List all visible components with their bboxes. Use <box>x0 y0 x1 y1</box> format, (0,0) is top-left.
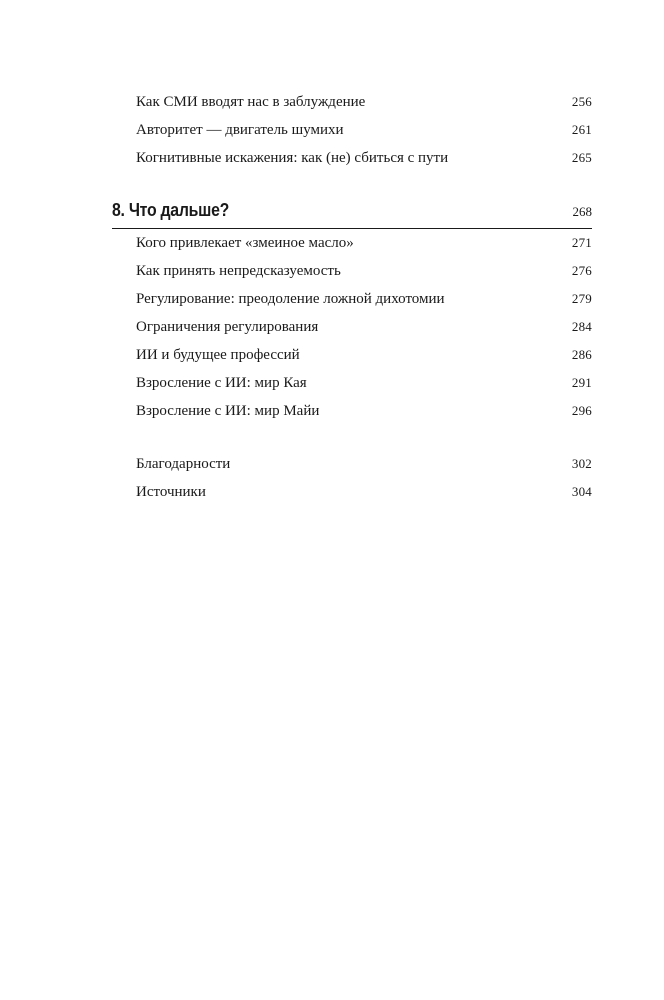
toc-entry[interactable] <box>136 147 592 169</box>
toc-entry-page: 256 <box>571 94 592 109</box>
chapter-page: 268 <box>572 204 592 219</box>
toc-entry-page: 302 <box>571 456 592 471</box>
toc-entry-page: 271 <box>571 235 592 250</box>
toc-entry-title: Авторитет — двигатель шумихи <box>136 122 344 138</box>
toc-entry-page: 296 <box>571 403 592 418</box>
toc-entry[interactable] <box>136 119 592 141</box>
toc-entry[interactable] <box>136 344 592 366</box>
toc-entry-page: 284 <box>571 319 592 334</box>
toc-entry[interactable] <box>136 481 592 503</box>
toc-entry-title: Взросление с ИИ: мир Кая <box>136 375 307 391</box>
toc-entry-page: 279 <box>571 291 592 306</box>
toc-entry-page: 276 <box>571 263 592 278</box>
toc-entry-title: ИИ и будущее профессий <box>136 347 300 363</box>
toc-entry[interactable] <box>136 372 592 394</box>
toc-entry-page: 286 <box>571 347 592 362</box>
toc-entry-title: Кого привлекает «змеиное масло» <box>136 235 354 251</box>
toc-entry[interactable] <box>136 316 592 338</box>
toc-entry-title: Когнитивные искажения: как (не) сбиться с пути <box>136 150 449 166</box>
toc-entry-page: 304 <box>571 484 592 499</box>
toc-entry-page: 261 <box>571 122 592 137</box>
toc-entry-title: Регулирование: преодоление ложной дихотомии <box>136 291 445 307</box>
toc-entry-title: Источники <box>136 484 206 500</box>
chapter-divider <box>112 228 592 229</box>
toc-entry-page: 265 <box>571 150 592 165</box>
toc-entry[interactable] <box>136 400 592 422</box>
toc-entry-page: 291 <box>571 375 592 390</box>
chapter-title: 8. Что дальше? <box>112 200 230 220</box>
toc-entry[interactable] <box>136 232 592 254</box>
toc-entry-title: Ограничения регулирования <box>136 319 319 335</box>
toc-entry[interactable] <box>136 288 592 310</box>
toc-entry-title: Как принять непредсказуемость <box>136 263 341 279</box>
chapter-heading[interactable] <box>112 200 592 228</box>
toc-entry-title: Взросление с ИИ: мир Майи <box>136 403 320 419</box>
toc-entry-title: Как СМИ вводят нас в заблуждение <box>136 94 366 110</box>
toc-entry[interactable] <box>136 91 592 113</box>
toc-entry[interactable] <box>136 260 592 282</box>
toc-entry[interactable] <box>136 453 592 475</box>
toc-entry-title: Благодарности <box>136 456 231 472</box>
